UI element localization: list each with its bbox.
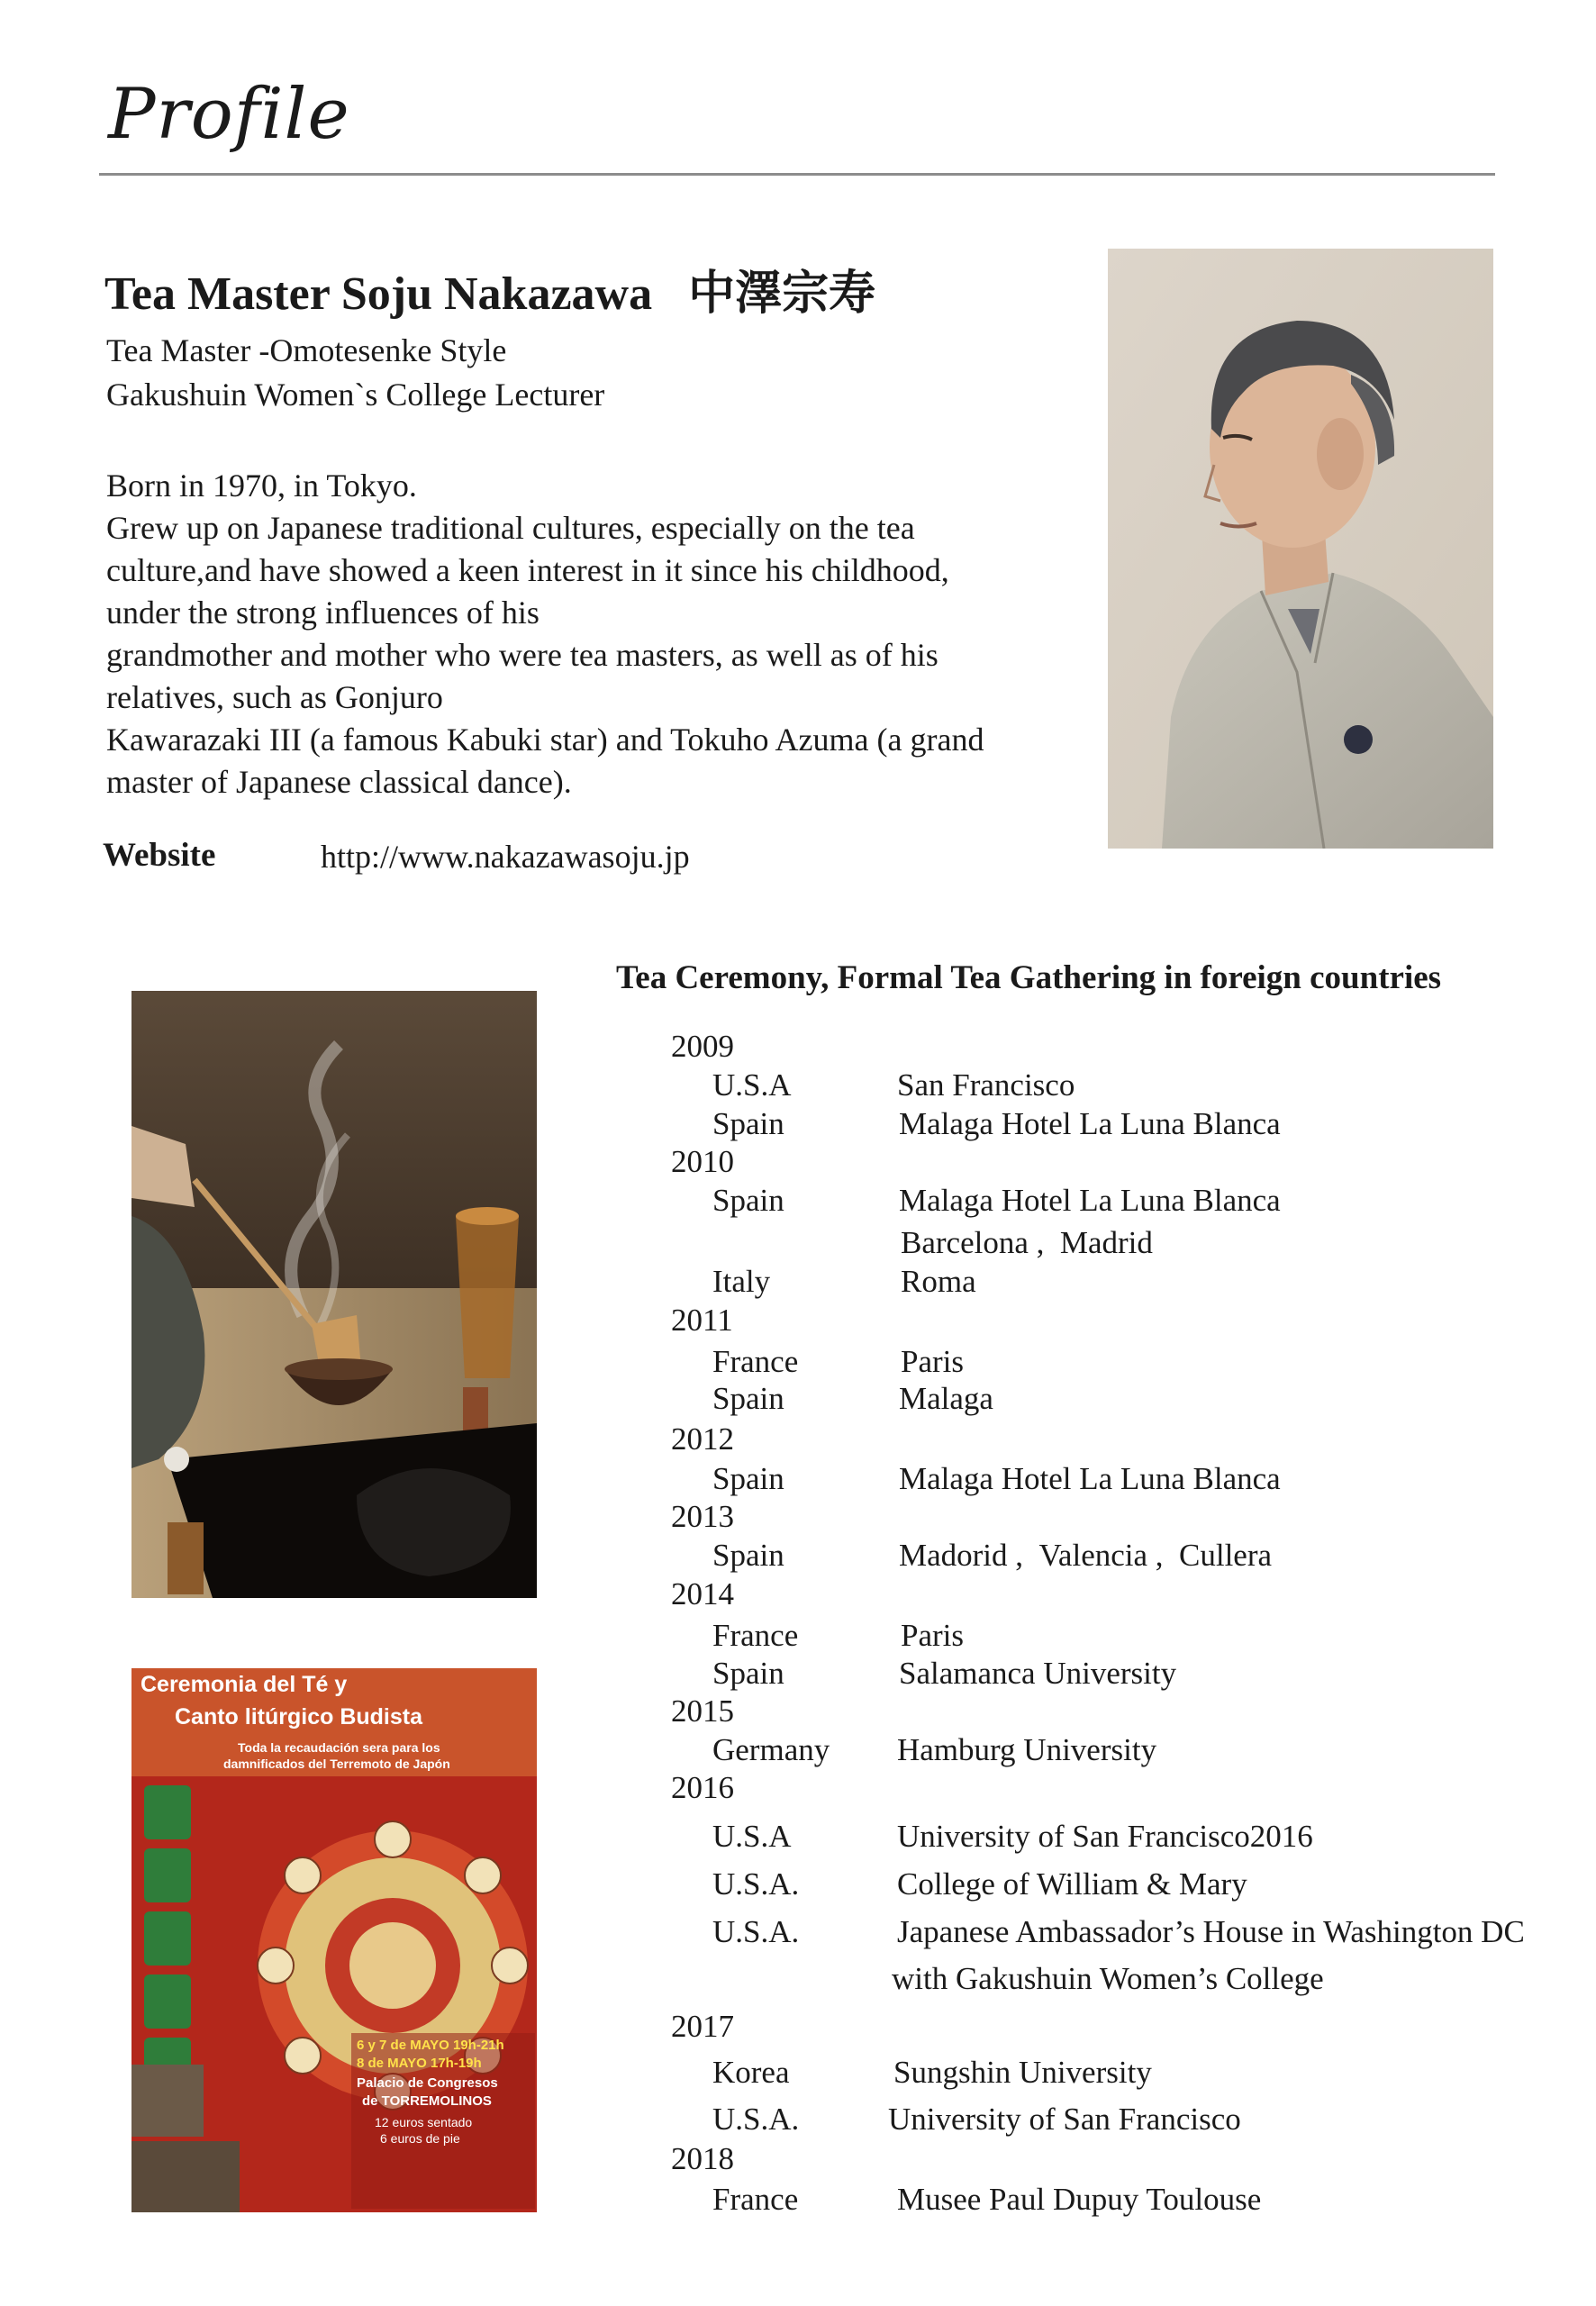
gathering-country: Spain (712, 1106, 784, 1141)
gathering-place: College of William & Mary (897, 1866, 1247, 1902)
gathering-place: Hamburg University (897, 1732, 1157, 1767)
profile-lecturer: Gakushuin Women`s College Lecturer (106, 377, 605, 413)
gathering-country: France (712, 1618, 799, 1653)
website-label: Website (103, 837, 216, 874)
gathering-place: San Francisco (897, 1067, 1075, 1103)
poster-title-2: Canto litúrgico Budista (175, 1704, 422, 1730)
title-divider (99, 173, 1495, 176)
bio-line: Born in 1970, in Tokyo. (106, 468, 417, 504)
bio-line: Kawarazaki III (a famous Kabuki star) and Tokuho Azuma (a grand (106, 722, 984, 758)
website-link[interactable]: http://www.nakazawasoju.jp (321, 839, 690, 875)
gathering-country: Spain (712, 1461, 784, 1496)
gathering-country: Spain (712, 1538, 784, 1573)
gathering-country: Italy (712, 1264, 771, 1299)
gathering-country: U.S.A. (712, 1866, 800, 1902)
gathering-country: France (712, 2182, 799, 2217)
year-2010: 2010 (671, 1144, 734, 1179)
year-2012: 2012 (671, 1421, 734, 1457)
gathering-place: Malaga Hotel La Luna Blanca (899, 1461, 1281, 1496)
year-2017: 2017 (671, 2009, 734, 2044)
profile-bio (106, 465, 1097, 803)
profile-name-heading (104, 255, 875, 322)
bio-line: Grew up on Japanese traditional cultures, especially on the tea (106, 510, 915, 546)
poster-price-2: 6 euros de pie (380, 2131, 460, 2146)
poster-date-2: 8 de MAYO 17h-19h (357, 2056, 482, 2071)
bio-line: grandmother and mother who were tea masters, as well as of his (106, 637, 939, 673)
profile-role: Tea Master -Omotesenke Style (106, 332, 507, 368)
year-2018: 2018 (671, 2141, 734, 2176)
gathering-place: Barcelona , Madrid (901, 1225, 1153, 1260)
gathering-place: Malaga (899, 1381, 993, 1416)
gathering-place: Japanese Ambassador’s House in Washington DC (897, 1914, 1525, 1949)
gathering-country: U.S.A (712, 1819, 792, 1854)
gathering-place: with Gakushuin Women’s College (892, 1961, 1324, 1996)
gathering-country: U.S.A. (712, 1914, 800, 1949)
year-2015: 2015 (671, 1693, 734, 1729)
tea-ceremony-photo (131, 991, 537, 1598)
gathering-country: France (712, 1344, 799, 1379)
gathering-place: Paris (901, 1618, 964, 1653)
gathering-country: Spain (712, 1381, 784, 1416)
year-2009: 2009 (671, 1029, 734, 1064)
gathering-country: Korea (712, 2055, 790, 2090)
gathering-place: Sungshin University (893, 2055, 1152, 2090)
page-title: Profile (108, 74, 350, 155)
gathering-place: Salamanca University (899, 1656, 1177, 1691)
poster-venue-1: Palacio de Congresos (357, 2075, 498, 2091)
gathering-country: Spain (712, 1656, 784, 1691)
gathering-place: Madorid , Valencia , Cullera (899, 1538, 1273, 1573)
gathering-place: Musee Paul Dupuy Toulouse (897, 2182, 1262, 2217)
gathering-place: Malaga Hotel La Luna Blanca (899, 1183, 1281, 1218)
gathering-country: Spain (712, 1183, 784, 1218)
bio-line: under the strong influences of his (106, 595, 540, 631)
gathering-place: University of San Francisco (888, 2102, 1241, 2137)
event-poster (131, 1668, 537, 2212)
year-2014: 2014 (671, 1576, 734, 1611)
poster-price-1: 12 euros sentado (375, 2115, 473, 2129)
poster-title-1: Ceremonia del Té y (141, 1672, 348, 1697)
gathering-place: Paris (901, 1344, 964, 1379)
gathering-country: Germany (712, 1732, 830, 1767)
poster-subtitle-1: Toda la recaudación sera para los (238, 1740, 440, 1755)
gathering-country: U.S.A. (712, 2102, 800, 2137)
year-2011: 2011 (671, 1303, 733, 1338)
gathering-country: U.S.A (712, 1067, 792, 1103)
gathering-place: Malaga Hotel La Luna Blanca (899, 1106, 1281, 1141)
gatherings-heading: Tea Ceremony, Formal Tea Gathering in foreign countries (616, 959, 1442, 996)
profile-name-kanji: 中澤宗寿 (688, 267, 876, 321)
bio-line: culture,and have showed a keen interest in it since his childhood, (106, 552, 949, 588)
gathering-place: Roma (901, 1264, 976, 1299)
year-2013: 2013 (671, 1499, 734, 1534)
poster-subtitle-2: damnificados del Terremoto de Japón (223, 1757, 450, 1771)
poster-venue-2: de TORREMOLINOS (362, 2093, 492, 2109)
bio-line: master of Japanese classical dance). (106, 764, 572, 800)
portrait-photo (1108, 249, 1493, 849)
bio-line: relatives, such as Gonjuro (106, 679, 443, 715)
year-2016: 2016 (671, 1770, 734, 1805)
gathering-place: University of San Francisco2016 (897, 1819, 1313, 1854)
poster-date-1: 6 y 7 de MAYO 19h-21h (357, 2038, 504, 2053)
profile-name: Tea Master Soju Nakazawa (104, 268, 653, 320)
